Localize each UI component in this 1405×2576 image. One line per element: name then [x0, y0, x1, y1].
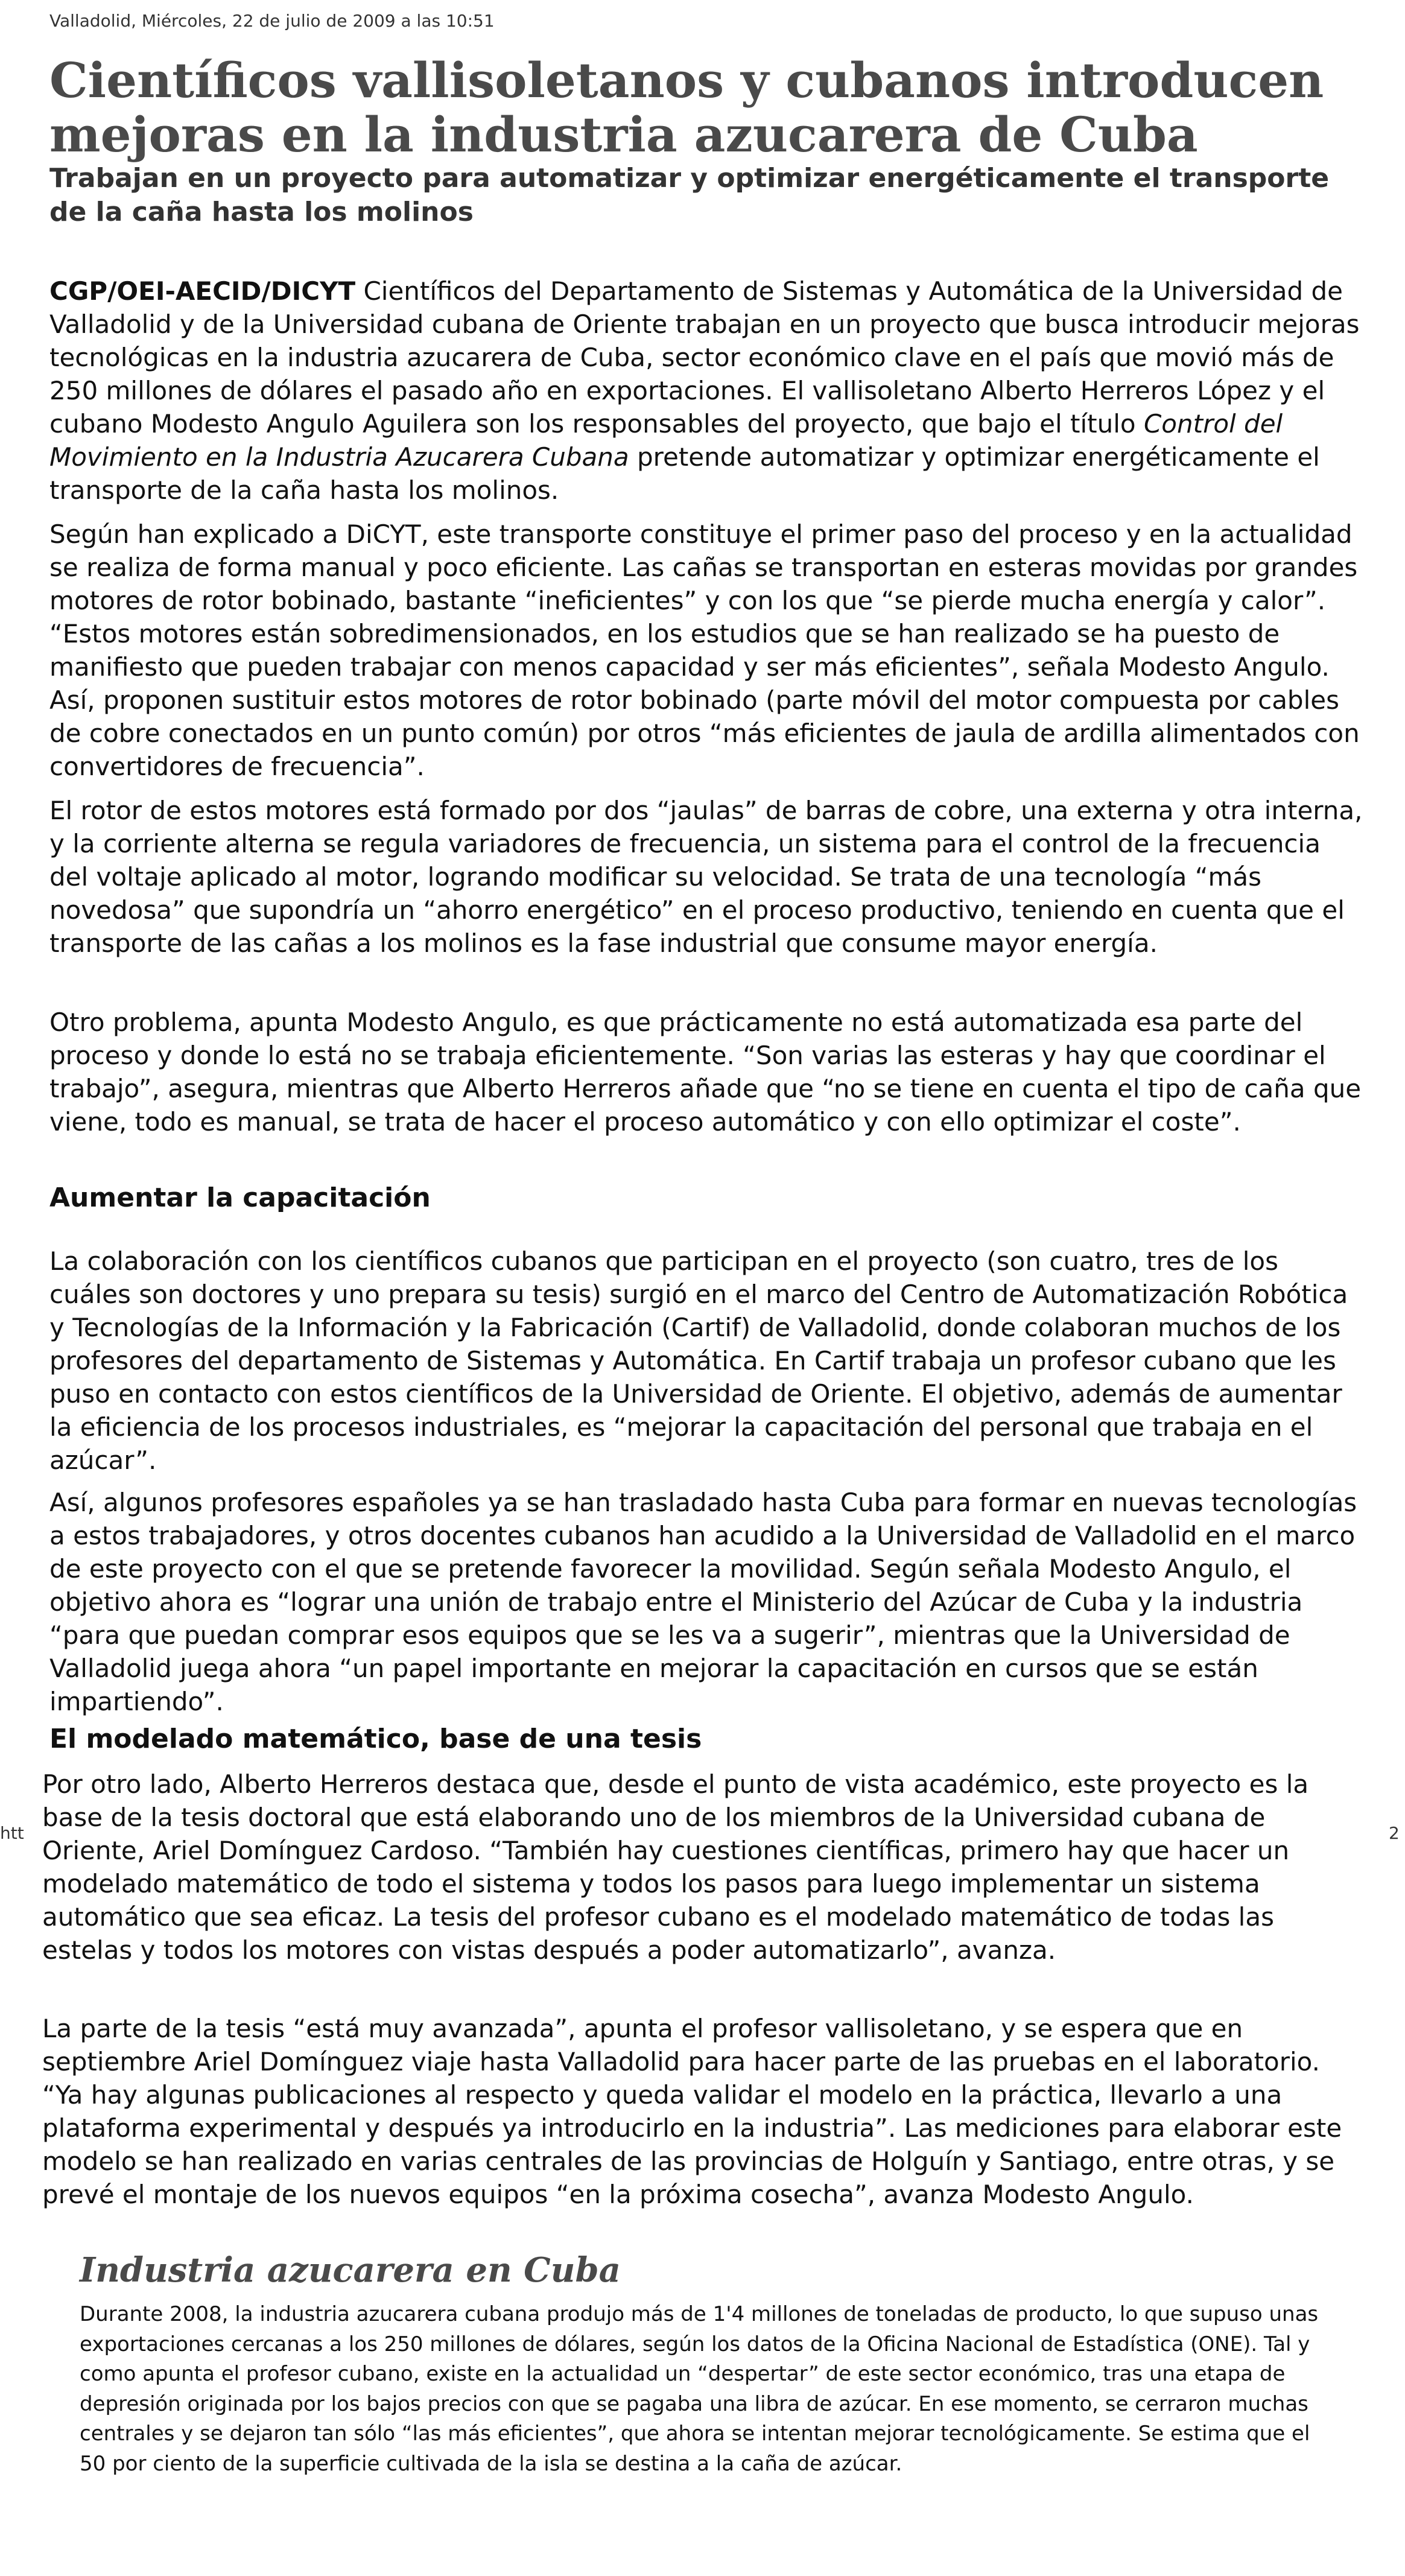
- dateline: Valladolid, Miércoles, 22 de julio de 2009 a las 10:51: [49, 11, 495, 31]
- section-heading-modelado: El modelado matemático, base de una tesis: [49, 1724, 702, 1754]
- paragraph-4: Otro problema, apunta Modesto Angulo, es que prácticamente no está automatizada esa parte del proceso y donde lo está no se trabaja eficientemente. “Son varias las esteras y hay que coordinar el trabajo”, asegura, mientras que Alberto Herreros añade que “no se tiene en cuenta el tipo de caña que viene, todo es manual, se trata de hacer el proceso automático y con ello optimizar el coste”.: [49, 1007, 1362, 1137]
- sidebar-text: Durante 2008, la industria azucarera cubana produjo más de 1'4 millones de toneladas de producto, lo que supuso unas exportaciones cercanas a los 250 millones de dólares, según los datos de la Oficina Nacional de Estadística (ONE). Tal y como apunta el profesor cubano, existe en la actualidad un “despertar” de este sector económico, tras una etapa de depresión originada por los bajos precios con que se pagaba una libra de azúcar. En ese momento, se cerraron muchas centrales y se dejaron tan sólo “las más eficientes”, que ahora se intentan mejorar tecnológicamente. Se estima que el 50 por ciento de la superficie cultivada de la isla se destina a la caña de azúcar.: [80, 2302, 1319, 2476]
- paragraph-6: Así, algunos profesores españoles ya se han trasladado hasta Cuba para formar en nuevas tecnologías a estos trabajadores, y otros docentes cubanos han acudido a la Universidad de Valladolid en el marco de este proyecto con el que se pretende favorecer la movilidad. Según señala Modesto Angulo, el objetivo ahora es “lograr una unión de trabajo entre el Ministerio del Azúcar de Cuba y la industria “para que puedan comprar esos equipos que se les va a sugerir”, mientras que la Universidad de Valladolid juega ahora “un papel importante en mejorar la capacitación en cursos que se están impartiendo”.: [49, 1488, 1357, 1716]
- subheadline: Trabajan en un proyecto para automatizar y optimizar energéticamente el transporte de la caña hasta los molinos: [49, 163, 1330, 227]
- paragraph-2: Según han explicado a DiCYT, este transporte constituye el primer paso del proceso y en la actualidad se realiza de forma manual y poco eficiente. Las cañas se transportan en esteras movidas por grandes motores de rotor bobinado, bastante “ineficientes” y con los que “se pierde mucha energía y calor”. “Estos motores están sobredimensionados, en los estudios que se han realizado se ha puesto de manifiesto que pueden trabajar con menos capacidad y ser más eficientes”, señala Modesto Angulo. Así, proponen sustituir estos motores de rotor bobinado (parte móvil del motor compuesta por cables de cobre conectados en un punto común) por otros “más eficientes de jaula de ardilla alimentados con convertidores de frecuencia”.: [49, 519, 1360, 781]
- paragraph-8: La parte de la tesis “está muy avanzada”, apunta el profesor vallisoletano, y se espera que en septiembre Ariel Domínguez viaje hasta Valladolid para hacer parte de las pruebas en el laboratorio. “Ya hay algunas publicaciones al respecto y queda validar el modelo en la práctica, llevarlo a una plataforma experimental y después ya introducirlo en la industria”. Las mediciones para elaborar este modelo se han realizado en varias centrales de las provincias de Holguín y Santiago, entre otras, y se prevé el montaje de los nuevos equipos “en la próxima cosecha”, avanza Modesto Angulo.: [42, 2014, 1342, 2209]
- paragraph-lead: [49, 274, 1365, 507]
- margin-fragment-right: 2: [1389, 1823, 1400, 1843]
- sidebar-title: Industria azucarera en Cuba: [80, 2250, 621, 2290]
- section-heading-capacitacion: Aumentar la capacitación: [49, 1182, 431, 1213]
- project-title: Control del Movimiento en la Industria Azucarera Cubana: [49, 409, 1283, 472]
- source-credit: CGP/OEI-AECID/DICYT: [49, 276, 356, 306]
- paragraph-5: La colaboración con los científicos cubanos que participan en el proyecto (son cuatro, tres de los cuáles son doctores y uno prepara su tesis) surgió en el marco del Centro de Automatización Robótica y Tecnologías de la Información y la Fabricación (Cartif) de Valladolid, donde colaboran muchos de los profesores del departamento de Sistemas y Automática. En Cartif trabaja un profesor cubano que les puso en contacto con estos científicos de la Universidad de Oriente. El objetivo, además de aumentar la eficiencia de los procesos industriales, es “mejorar la capacitación del personal que trabaja en el azúcar”.: [49, 1246, 1348, 1475]
- margin-fragment-left: htt: [0, 1823, 24, 1843]
- paragraph-7: Por otro lado, Alberto Herreros destaca que, desde el punto de vista académico, este proyecto es la base de la tesis doctoral que está elaborando uno de los miembros de la Universidad cubana de Oriente, Ariel Domínguez Cardoso. “También hay cuestiones científicas, primero hay que hacer un modelado matemático de todo el sistema y todos los pasos para luego implementar un sistema automático que sea eficaz. La tesis del profesor cubano es el modelado matemático de todas las estelas y todos los motores con vistas después a poder automatizarlo”, avanza.: [42, 1769, 1309, 1965]
- lead-text-b: pretende automatizar y optimizar energéticamente el transporte de la caña hasta los molinos.: [49, 442, 1320, 505]
- paragraph-3: El rotor de estos motores está formado por dos “jaulas” de barras de cobre, una externa y otra interna, y la corriente alterna se regula variadores de frecuencia, un sistema para el control de la frecuencia del voltaje aplicado al motor, logrando modificar su velocidad. Se trata de una tecnología “más novedosa” que supondría un “ahorro energético” en el proceso productivo, teniendo en cuenta que el transporte de las cañas a los molinos es la fase industrial que consume mayor energía.: [49, 796, 1363, 958]
- lead-text-a: Científicos del Departamento de Sistemas y Automática de la Universidad de Valladolid y de la Universidad cubana de Oriente trabajan en un proyecto que busca introducir mejoras tecnológicas en la industria azucarera de Cuba, sector económico clave en el país que movió más de 250 millones de dólares el pasado año en exportaciones. El vallisoletano Alberto Herreros López y el cubano Modesto Angulo Aguilera son los responsables del proyecto, que bajo el título: [49, 276, 1360, 439]
- headline: Científicos vallisoletanos y cubanos introducen mejoras en la industria azucarera de Cuba: [49, 52, 1324, 163]
